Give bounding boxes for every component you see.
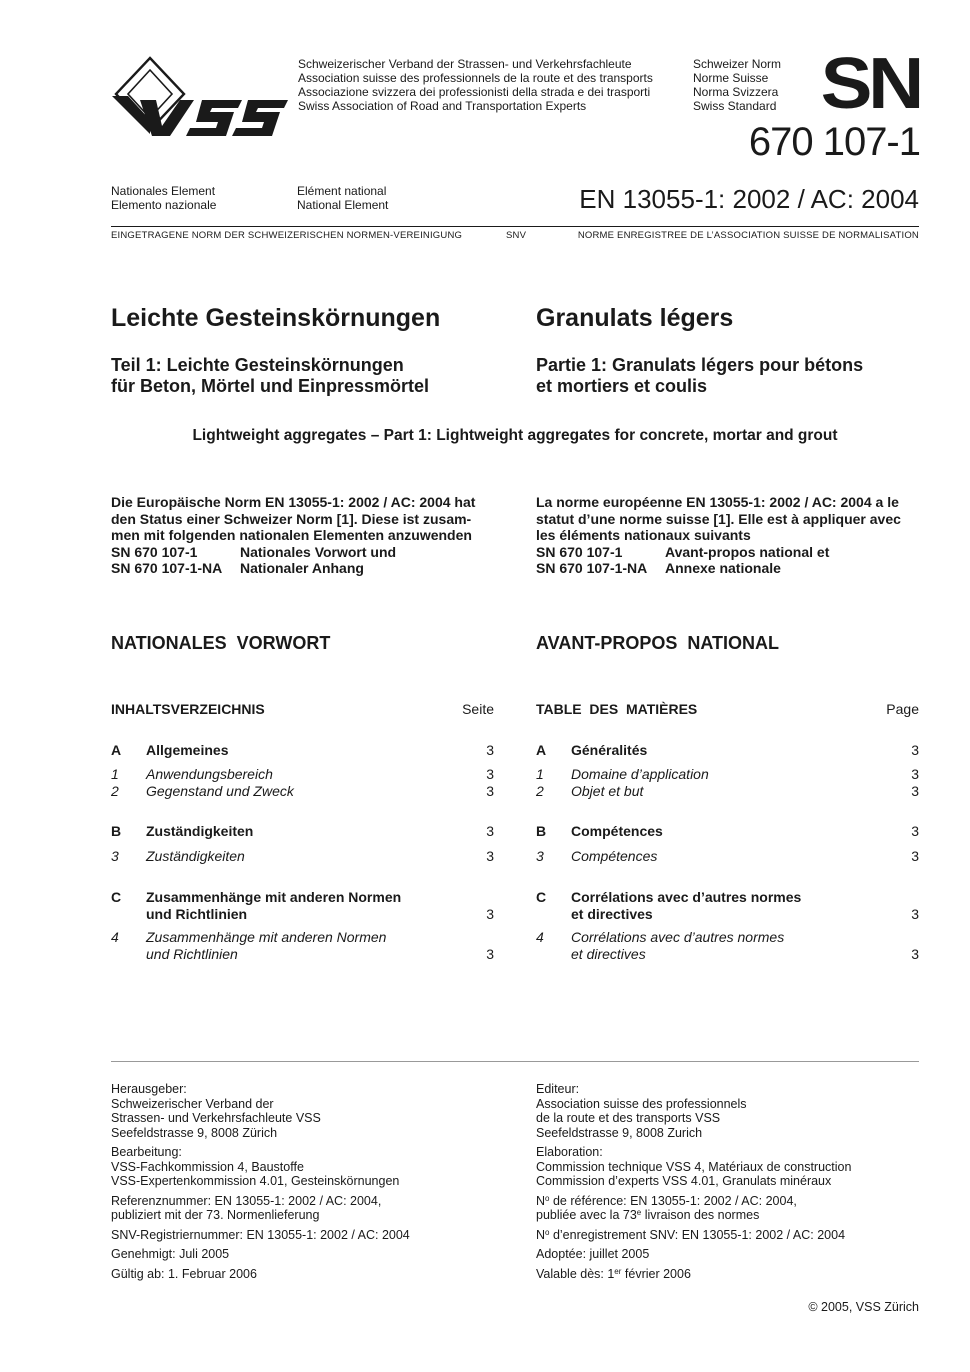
- sn-logo: SN: [820, 44, 920, 124]
- toc-entry-page: 3: [911, 946, 919, 962]
- subtitle-de-line-2: für Beton, Mörtel und Einpressmörtel: [111, 376, 430, 396]
- publisher-label-fr: Editeur:: [536, 1082, 580, 1096]
- status-de-item-1: [111, 544, 501, 561]
- toc-entry-fr-3[interactable]: [536, 848, 919, 865]
- status-de-line-3: men mit folgenden nationalen Elementen anzuwenden: [111, 527, 472, 543]
- toc-title-fr: TABLE DES MATIÈRES: [536, 701, 698, 717]
- toc-entry-page: 3: [911, 823, 919, 839]
- vss-logo: [110, 56, 290, 140]
- status-fr-item-code: SN 670 107-1-NA: [536, 560, 648, 576]
- toc-entry-number: 4: [536, 929, 544, 945]
- toc-entry-page: 3: [486, 742, 494, 758]
- status-paragraph-fr: [536, 494, 926, 577]
- status-fr-line-1: La norme européenne EN 13055-1: 2002 / AC: 2004 a le: [536, 494, 899, 510]
- national-element-en: National Element: [297, 198, 389, 212]
- status-fr-item-label: Annexe nationale: [665, 560, 781, 576]
- toc-entry-number: B: [111, 823, 122, 839]
- approved-date-de: Genehmigt: Juli 2005: [111, 1247, 230, 1261]
- status-de-item-code: SN 670 107-1: [111, 543, 198, 560]
- imprint-de: [111, 1082, 410, 1281]
- registered-norm-de: EINGETRAGENE NORM DER SCHWEIZERISCHEN NORMEN-VEREINIGUNG: [111, 230, 463, 241]
- title-fr: Granulats légers: [536, 304, 734, 332]
- norm-type-en: Swiss Standard: [693, 99, 777, 113]
- toc-entry-text: Corrélations avec d’autres normes: [571, 889, 802, 905]
- toc-entry-text: Domaine d’application: [571, 766, 709, 782]
- foreword-heading-de: NATIONALES VORWORT: [111, 633, 331, 653]
- title-de: Leichte Gesteinskörnungen: [111, 304, 441, 332]
- en-reference: EN 13055-1: 2002 / AC: 2004: [579, 184, 919, 214]
- editing-line-de: VSS-Fachkommission 4, Baustoffe: [111, 1159, 304, 1174]
- imprint-fr: [536, 1082, 851, 1281]
- toc-entry-text-continued: et directives: [571, 906, 653, 922]
- publisher-address-de: Seefeldstrasse 9, 8008 Zürich: [111, 1125, 278, 1140]
- reference-number-de: Referenznummer: EN 13055-1: 2002 / AC: 2004,: [111, 1193, 382, 1208]
- org-line-de: Schweizerischer Verband der Strassen- und Verkehrsfachleute: [298, 57, 632, 71]
- status-fr-item-label: Avant-propos national et: [665, 543, 830, 560]
- publisher-line-de: Schweizerischer Verband der: [111, 1096, 274, 1111]
- toc-entry-de-2[interactable]: [111, 783, 494, 800]
- norm-type-de: Schweizer Norm: [693, 57, 782, 71]
- subtitle-de-line-1: Teil 1: Leichte Gesteinskörnungen: [111, 355, 404, 375]
- toc-entry-text: Allgemeines: [146, 742, 229, 758]
- header-rule: [111, 226, 919, 227]
- toc-page-label-fr: Page: [886, 701, 919, 717]
- toc-entry-text-continued: und Richtlinien: [146, 906, 248, 922]
- publisher-line-fr: Association suisse des professionnels: [536, 1096, 747, 1111]
- toc-entry-page: 3: [911, 766, 919, 782]
- subtitle-de: [111, 355, 429, 397]
- status-de-line-2: den Status einer Schweizer Norm [1]. Diese ist zusam-: [111, 510, 472, 527]
- toc-entry-de-c[interactable]: [111, 889, 494, 923]
- approved-date-fr: Adoptée: juillet 2005: [536, 1247, 650, 1261]
- reference-published-de: publiziert mit der 73. Normenlieferung: [111, 1208, 320, 1222]
- toc-entry-de-b[interactable]: [111, 823, 494, 840]
- document-number: 670 107-1: [748, 120, 920, 164]
- subtitle-fr: [536, 355, 863, 397]
- publisher-label-de: Herausgeber:: [111, 1082, 187, 1096]
- norm-type-fr: Norme Suisse: [693, 71, 769, 85]
- toc-entry-number: 2: [111, 783, 119, 799]
- toc-entry-page: 3: [911, 742, 919, 758]
- status-fr-line-3: les éléments nationaux suivants: [536, 527, 751, 543]
- toc-entry-number: 3: [111, 848, 119, 864]
- copyright: © 2005, VSS Zürich: [808, 1300, 919, 1314]
- toc-entry-number: 2: [536, 783, 544, 799]
- editing-line-fr: Commission d’experts VSS 4.01, Granulats minéraux: [536, 1174, 832, 1188]
- toc-entry-number: B: [536, 823, 547, 839]
- toc-entry-number: 1: [536, 766, 544, 782]
- status-fr-item-1: [536, 544, 926, 561]
- toc-entry-fr-2[interactable]: [536, 783, 919, 800]
- toc-entry-page: 3: [486, 783, 494, 799]
- subtitle-fr-line-1: Partie 1: Granulats légers pour bétons: [536, 355, 864, 375]
- org-line-fr: Association suisse des professionnels de la route et des transports: [298, 71, 653, 85]
- toc-entry-number: A: [536, 742, 547, 758]
- toc-entry-page: 3: [486, 766, 494, 782]
- footer-rule: [111, 1061, 919, 1062]
- toc-entry-de-a[interactable]: [111, 742, 494, 759]
- toc-entry-number: 1: [111, 766, 119, 782]
- national-element-right: [297, 184, 388, 212]
- toc-entry-page: 3: [911, 783, 919, 799]
- toc-entry-fr-c[interactable]: [536, 889, 919, 923]
- valid-from-de: Gültig ab: 1. Februar 2006: [111, 1266, 257, 1281]
- toc-entry-text: Anwendungsbereich: [146, 766, 273, 782]
- subtitle-fr-line-2: et mortiers et coulis: [536, 376, 708, 396]
- toc-entry-page: 3: [486, 906, 494, 922]
- status-paragraph-de: [111, 494, 501, 577]
- snv-registration-de: SNV-Registriernummer: EN 13055-1: 2002 / AC: 2004: [111, 1227, 410, 1242]
- norm-type-labels: [693, 57, 781, 113]
- org-line-it: Associazione svizzera dei professionisti della strada e dei trasporti: [298, 85, 651, 99]
- toc-entry-number: C: [111, 889, 122, 905]
- foreword-heading-fr: AVANT-PROPOS NATIONAL: [536, 633, 779, 653]
- toc-entry-de-4[interactable]: [111, 929, 494, 963]
- status-de-item-label: Nationaler Anhang: [240, 560, 364, 576]
- toc-entry-text: Zuständigkeiten: [146, 848, 245, 864]
- toc-entry-fr-b[interactable]: [536, 823, 919, 840]
- national-element-left: [111, 184, 216, 212]
- reference-number-fr: $N^o$ de référence: EN 13055-1: 2002 / AC: 2004,: [536, 1193, 797, 1208]
- publisher-line-fr: de la route et des transports VSS: [536, 1111, 721, 1125]
- status-de-item-code: SN 670 107-1-NA: [111, 560, 223, 576]
- national-element-fr: Elément national: [297, 184, 387, 198]
- status-de-item-2: [111, 560, 501, 577]
- registered-norm-snv: SNV: [506, 230, 527, 241]
- publisher-line-de: Strassen- und Verkehrsfachleute VSS: [111, 1111, 321, 1125]
- national-element-de: Nationales Element: [111, 184, 216, 198]
- toc-entry-text-continued: und Richtlinien: [146, 946, 238, 962]
- toc-entry-number: 3: [536, 848, 544, 864]
- toc-entry-text: Corrélations avec d’autres normes: [571, 929, 785, 945]
- toc-entry-text: Compétences: [571, 848, 658, 864]
- toc-heading-fr: [536, 701, 919, 718]
- toc-entry-de-1[interactable]: [111, 766, 494, 783]
- toc-entry-text: Gegenstand und Zweck: [146, 783, 294, 799]
- organization-names: [298, 57, 653, 113]
- toc-entry-page: 3: [911, 906, 919, 922]
- toc-entry-page: 3: [911, 848, 919, 864]
- toc-entry-text: Zuständigkeiten: [146, 823, 254, 839]
- toc-entry-fr-1[interactable]: [536, 766, 919, 783]
- toc-entry-number: C: [536, 889, 547, 905]
- toc-page-label-de: Seite: [462, 701, 494, 717]
- editing-line-de: VSS-Expertenkommission 4.01, Gesteinskörnungen: [111, 1174, 400, 1188]
- org-line-en: Swiss Association of Road and Transportation Experts: [298, 99, 587, 113]
- national-element-it: Elemento nazionale: [111, 198, 217, 212]
- norm-type-it: Norma Svizzera: [693, 85, 779, 99]
- editing-label-de: Bearbeitung:: [111, 1145, 182, 1159]
- toc-entry-text-continued: et directives: [571, 946, 646, 962]
- editing-label-fr: Elaboration:: [536, 1145, 603, 1159]
- toc-entry-text: Objet et but: [571, 783, 644, 799]
- editing-line-fr: Commission technique VSS 4, Matériaux de construction: [536, 1159, 852, 1174]
- toc-entry-de-3[interactable]: [111, 848, 494, 865]
- toc-entry-text: Compétences: [571, 823, 663, 839]
- publisher-address-fr: Seefeldstrasse 9, 8008 Zurich: [536, 1125, 703, 1140]
- toc-entry-page: 3: [486, 946, 494, 962]
- toc-entry-fr-a[interactable]: [536, 742, 919, 759]
- toc-entry-text: Zusammenhänge mit anderen Normen: [146, 889, 402, 905]
- toc-entry-page: 3: [486, 823, 494, 839]
- status-de-line-1: Die Europäische Norm EN 13055-1: 2002 / AC: 2004 hat: [111, 494, 476, 510]
- snv-registration-fr: $N^o$ d’enregistrement SNV: EN 13055-1: 2002 / AC: 2004: [536, 1227, 846, 1242]
- status-fr-line-2: statut d’une norme suisse [1]. Elle est à appliquer avec: [536, 510, 901, 527]
- status-fr-item-code: SN 670 107-1: [536, 543, 623, 560]
- toc-entry-text: Zusammenhänge mit anderen Normen: [146, 929, 387, 945]
- toc-entry-number: A: [111, 742, 122, 758]
- toc-entry-text: Généralités: [571, 742, 648, 758]
- status-de-item-label: Nationales Vorwort und: [240, 543, 397, 560]
- reference-published-fr: publiée avec la 73e livraison des normes: [536, 1208, 760, 1222]
- vss-logo-graphic: [110, 56, 290, 140]
- toc-entry-fr-4[interactable]: [536, 929, 919, 963]
- title-en: Lightweight aggregates – Part 1: Lightweight aggregates for concrete, mortar and grout: [192, 427, 838, 444]
- toc-heading-de: [111, 701, 494, 718]
- registered-norm-fr: NORME ENREGISTREE DE L’ASSOCIATION SUISSE DE NORMALISATION: [577, 230, 919, 241]
- toc-entry-page: 3: [486, 848, 494, 864]
- toc-title-de: INHALTSVERZEICHNIS: [111, 701, 265, 717]
- valid-from-fr: Valable dès: 1er février 2006: [536, 1266, 691, 1281]
- status-fr-item-2: [536, 560, 926, 577]
- toc-entry-number: 4: [111, 929, 119, 945]
